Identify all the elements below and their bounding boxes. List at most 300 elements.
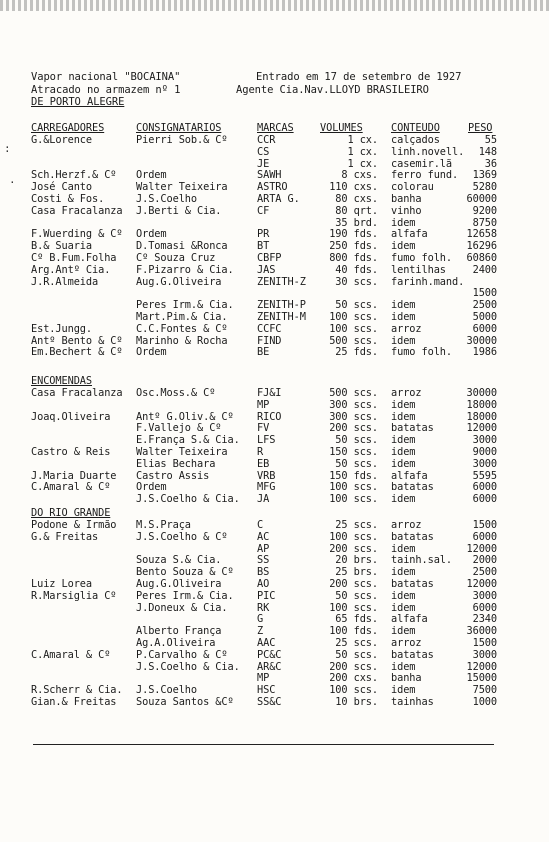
carregador-cell: Casa Fracalanza: [31, 204, 123, 217]
peso-cell: 1000: [472, 696, 497, 708]
conteudo-cell: batatas: [391, 530, 434, 543]
origin-port-title: DE PORTO ALEGRE: [31, 96, 125, 108]
peso-cell: 1369: [472, 169, 497, 182]
consignatario-cell: Walter Teixeira: [136, 446, 228, 458]
volumes-cell: 50 scs.: [335, 589, 378, 602]
consignatario-cell: Peres Irm.& Cia.: [136, 589, 234, 602]
marca-cell: C: [257, 519, 264, 531]
column-header-consignatarios: CONSIGNATARIOS: [136, 122, 222, 134]
volumes-cell: 25 scs.: [335, 637, 378, 649]
peso-cell: 6000: [472, 493, 497, 506]
volumes-cell: 50 scs.: [335, 299, 378, 312]
peso-cell: 2500: [472, 299, 497, 312]
marca-cell: BS: [257, 566, 270, 579]
conteudo-cell: arroz: [391, 322, 422, 335]
consignatario-cell: Osc.Moss.& Cº: [136, 387, 216, 399]
volumes-cell: 50 scs.: [335, 457, 378, 470]
peso-cell: 16296: [466, 240, 497, 253]
peso-cell: 12000: [466, 660, 497, 673]
conteudo-cell: idem: [391, 216, 416, 229]
marca-cell: VRB: [257, 469, 276, 482]
manifest-row: [0, 347, 549, 358]
conteudo-cell: idem: [391, 434, 416, 447]
consignatario-cell: Walter Teixeira: [136, 181, 228, 194]
manifest-row: [0, 194, 549, 205]
volumes-cell: 100 scs.: [329, 493, 378, 506]
volumes-cell: 100 scs.: [329, 311, 378, 323]
peso-cell: 9000: [472, 446, 497, 458]
volumes-cell: 1 cx.: [347, 134, 378, 146]
consignatario-cell: Peres Irm.& Cia.: [136, 299, 234, 312]
consignatario-cell: Castro Assis: [136, 469, 210, 482]
manifest-row: [0, 423, 549, 434]
conteudo-cell: fumo folh.: [391, 252, 452, 264]
column-header-volumes: VOLUMES: [320, 122, 363, 134]
marca-cell: FV: [257, 422, 270, 435]
conteudo-cell: tainh.sal.: [391, 554, 452, 567]
column-headers: [0, 123, 549, 134]
volumes-cell: 25 brs.: [335, 566, 378, 579]
conteudo-cell: idem: [391, 684, 416, 697]
volumes-cell: 1 cx.: [347, 145, 378, 158]
manifest-row: [0, 579, 549, 590]
volumes-cell: 200 scs.: [329, 660, 378, 673]
manifest-row: [0, 614, 549, 625]
manifest-row: [0, 241, 549, 252]
marca-cell: PC&C: [257, 648, 282, 661]
consignatario-cell: Ordem: [136, 346, 167, 359]
marca-cell: JE: [257, 157, 270, 170]
conteudo-cell: idem: [391, 566, 416, 579]
volumes-cell: 25 fds.: [335, 346, 378, 359]
manifest-row: [0, 400, 549, 411]
conteudo-cell: ferro fund.: [391, 169, 459, 182]
marca-cell: AAC: [257, 637, 276, 649]
conteudo-cell: idem: [391, 240, 416, 253]
consignatario-cell: J.S.Coelho & Cia.: [136, 660, 240, 673]
conteudo-cell: idem: [391, 334, 416, 347]
manifest-row: [0, 447, 549, 458]
consignatario-cell: Aug.G.Oliveira: [136, 578, 222, 590]
carregador-cell: Castro & Reis: [31, 446, 111, 458]
volumes-cell: 40 fds.: [335, 263, 378, 276]
marca-cell: AR&C: [257, 660, 282, 673]
peso-cell: 7500: [472, 684, 497, 697]
consignatario-cell: Ordem: [136, 481, 167, 494]
manifest-row: [0, 520, 549, 531]
volumes-cell: 10 brs.: [335, 696, 378, 708]
marca-cell: R: [257, 446, 264, 458]
peso-cell: 9200: [472, 204, 497, 217]
volumes-cell: 100 scs.: [329, 601, 378, 614]
marca-cell: BT: [257, 240, 270, 253]
section-title-encomendas: ENCOMENDAS: [31, 375, 92, 387]
consignatario-cell: Ag.A.Oliveira: [136, 637, 216, 649]
volumes-cell: 100 fds.: [329, 625, 378, 638]
manifest-row: [0, 591, 549, 602]
volumes-cell: 200 scs.: [329, 578, 378, 590]
carregador-cell: Casa Fracalanza: [31, 387, 123, 399]
manifest-row: [0, 435, 549, 446]
conteudo-cell: batatas: [391, 648, 434, 661]
volumes-cell: 200 cxs.: [329, 672, 378, 685]
carregador-cell: Cº B.Fum.Folha: [31, 252, 117, 264]
marca-cell: CBFP: [257, 252, 282, 264]
peso-cell: 1500: [472, 519, 497, 531]
marca-cell: SAWH: [257, 169, 282, 182]
consignatario-cell: Mart.Pim.& Cia.: [136, 311, 228, 323]
volumes-cell: 50 scs.: [335, 434, 378, 447]
marca-cell: JA: [257, 493, 270, 506]
shipping-agent: Agente Cia.Nav.LLOYD BRASILEIRO: [236, 84, 429, 96]
marca-cell: SS: [257, 554, 270, 567]
volumes-cell: 20 brs.: [335, 554, 378, 567]
consignatario-cell: Souza Santos &Cº: [136, 696, 234, 708]
manifest-row: [0, 459, 549, 470]
peso-cell: 1986: [472, 346, 497, 359]
volumes-cell: 150 scs.: [329, 446, 378, 458]
conteudo-cell: arroz: [391, 387, 422, 399]
volumes-cell: 800 fds.: [329, 252, 378, 264]
consignatario-cell: J.S.Coelho: [136, 193, 197, 205]
carregador-cell: G.&Lorence: [31, 134, 92, 146]
peso-cell: 60000: [466, 193, 497, 205]
consignatario-cell: E.França S.& Cia.: [136, 434, 240, 447]
conteudo-cell: colorau: [391, 181, 434, 194]
peso-cell: 8750: [472, 216, 497, 229]
carregador-cell: Sch.Herzf.& Cº: [31, 169, 117, 182]
carregador-cell: J.R.Almeida: [31, 275, 99, 288]
manifest-row: [0, 324, 549, 335]
consignatario-cell: Pierri Sob.& Cº: [136, 134, 228, 146]
conteudo-cell: alfafa: [391, 228, 428, 241]
conteudo-cell: idem: [391, 660, 416, 673]
conteudo-cell: idem: [391, 542, 416, 555]
carregador-cell: Est.Jungg.: [31, 322, 92, 335]
peso-cell: 12000: [466, 578, 497, 590]
peso-cell: 3000: [472, 434, 497, 447]
bottom-rule: [33, 744, 494, 745]
carregador-cell: F.Wuerding & Cº: [31, 228, 123, 241]
marca-cell: ARTA G.: [257, 193, 300, 205]
marca-cell: PIC: [257, 589, 276, 602]
peso-cell: 3000: [472, 589, 497, 602]
marca-cell: AP: [257, 542, 270, 555]
peso-cell: 18000: [466, 398, 497, 411]
marca-cell: HSC: [257, 684, 276, 697]
consignatario-cell: J.S.Coelho & Cº: [136, 530, 228, 543]
peso-cell: 2500: [472, 566, 497, 579]
conteudo-cell: idem: [391, 589, 416, 602]
volumes-cell: 25 scs.: [335, 519, 378, 531]
marca-cell: SS&C: [257, 696, 282, 708]
conteudo-cell: banha: [391, 672, 422, 685]
conteudo-cell: fumo folh.: [391, 346, 452, 359]
carregador-cell: Gian.& Freitas: [31, 696, 117, 708]
consignatario-cell: P.Carvalho & Cº: [136, 648, 228, 661]
peso-cell: 36: [484, 157, 497, 170]
peso-cell: 12000: [466, 422, 497, 435]
conteudo-cell: batatas: [391, 481, 434, 494]
manifest-row: [0, 265, 549, 276]
scan-edge: [0, 0, 549, 11]
peso-cell: 6000: [472, 481, 497, 494]
manifest-row: [0, 650, 549, 661]
marca-cell: MFG: [257, 481, 276, 494]
peso-cell: 1500: [472, 287, 497, 300]
volumes-cell: 200 scs.: [329, 422, 378, 435]
marca-cell: G: [257, 613, 264, 626]
marca-cell: MP: [257, 672, 270, 685]
conteudo-cell: alfafa: [391, 469, 428, 482]
manifest-row: [0, 312, 549, 323]
marca-cell: AO: [257, 578, 270, 590]
carregador-cell: Costi & Fos.: [31, 193, 105, 205]
conteudo-cell: casemir.lã: [391, 157, 452, 170]
consignatario-cell: J.S.Coelho: [136, 684, 197, 697]
conteudo-cell: tainhas: [391, 696, 434, 708]
manifest-row: [0, 277, 549, 288]
volumes-cell: 250 fds.: [329, 240, 378, 253]
peso-cell: 2400: [472, 263, 497, 276]
conteudo-cell: banha: [391, 193, 422, 205]
marca-cell: CCR: [257, 134, 276, 146]
volumes-cell: 500 scs.: [329, 387, 378, 399]
peso-cell: 12000: [466, 542, 497, 555]
consignatario-cell: Ordem: [136, 169, 167, 182]
conteudo-cell: idem: [391, 311, 416, 323]
consignatario-cell: Cº Souza Cruz: [136, 252, 216, 264]
marca-cell: ASTRO: [257, 181, 288, 194]
manifest-row: [0, 253, 549, 264]
warehouse-berth: Atracado no armazem nº 1: [31, 84, 181, 96]
carregador-cell: G.& Freitas: [31, 530, 99, 543]
manifest-row: [0, 638, 549, 649]
peso-cell: 60860: [466, 252, 497, 264]
consignatario-cell: D.Tomasi &Ronca: [136, 240, 228, 253]
volumes-cell: 190 fds.: [329, 228, 378, 241]
marca-cell: BE: [257, 346, 270, 359]
consignatario-cell: F.Pizarro & Cia.: [136, 263, 234, 276]
manifest-row: [0, 182, 549, 193]
conteudo-cell: vinho: [391, 204, 422, 217]
peso-cell: 5000: [472, 311, 497, 323]
consignatario-cell: Aug.G.Oliveira: [136, 275, 222, 288]
marca-cell: LFS: [257, 434, 276, 447]
conteudo-cell: batatas: [391, 422, 434, 435]
consignatario-cell: Marinho & Rocha: [136, 334, 228, 347]
peso-cell: 6000: [472, 322, 497, 335]
conteudo-cell: idem: [391, 493, 416, 506]
manifest-row: [0, 494, 549, 505]
carregador-cell: Arg.Antº Cia.: [31, 263, 111, 276]
marca-cell: FIND: [257, 334, 282, 347]
column-header-peso: PESO: [468, 122, 493, 134]
manifest-row: [0, 135, 549, 146]
manifest-row: [0, 544, 549, 555]
marca-cell: ZENITH-Z: [257, 275, 306, 288]
conteudo-cell: idem: [391, 457, 416, 470]
margin-mark: :: [4, 142, 11, 155]
consignatario-cell: C.C.Fontes & Cº: [136, 322, 228, 335]
manifest-row: [0, 288, 549, 299]
volumes-cell: 500 scs.: [329, 334, 378, 347]
margin-mark: ·: [9, 176, 16, 189]
manifest-row: [0, 336, 549, 347]
manifest-row: [0, 300, 549, 311]
marca-cell: ZENITH-P: [257, 299, 306, 312]
carregador-cell: Antº Bento & Cº: [31, 334, 123, 347]
conteudo-cell: arroz: [391, 519, 422, 531]
peso-cell: 15000: [466, 672, 497, 685]
manifest-row: [0, 685, 549, 696]
conteudo-cell: idem: [391, 299, 416, 312]
marca-cell: CS: [257, 145, 270, 158]
carregador-cell: R.Scherr & Cia.: [31, 684, 123, 697]
marca-cell: CCFC: [257, 322, 282, 335]
manifest-row: [0, 567, 549, 578]
manifest-row: [0, 218, 549, 229]
peso-cell: 30000: [466, 387, 497, 399]
consignatario-cell: J.Berti & Cia.: [136, 204, 222, 217]
peso-cell: 12658: [466, 228, 497, 241]
marca-cell: FJ&I: [257, 387, 282, 399]
consignatario-cell: J.S.Coelho & Cia.: [136, 493, 240, 506]
marca-cell: PR: [257, 228, 270, 241]
conteudo-cell: alfafa: [391, 613, 428, 626]
manifest-row: [0, 532, 549, 543]
manifest-row: [0, 555, 549, 566]
marca-cell: JAS: [257, 263, 276, 276]
volumes-cell: 100 scs.: [329, 322, 378, 335]
marca-cell: EB: [257, 457, 270, 470]
manifest-row: [0, 159, 549, 170]
consignatario-cell: J.Doneux & Cia.: [136, 601, 228, 614]
marca-cell: MP: [257, 398, 270, 411]
manifest-row: [0, 388, 549, 399]
peso-cell: 2340: [472, 613, 497, 626]
peso-cell: 6000: [472, 530, 497, 543]
marca-cell: Z: [257, 625, 264, 638]
conteudo-cell: calçados: [391, 134, 440, 146]
peso-cell: 1500: [472, 637, 497, 649]
conteudo-cell: farinh.mand.: [391, 275, 465, 288]
carregador-cell: José Canto: [31, 181, 92, 194]
conteudo-cell: arroz: [391, 637, 422, 649]
volumes-cell: 110 cxs.: [329, 181, 378, 194]
manifest-row: [0, 412, 549, 423]
manifest-row: [0, 170, 549, 181]
column-header-marcas: MARCAS: [257, 122, 294, 134]
peso-cell: 3000: [472, 457, 497, 470]
manifest-row: [0, 471, 549, 482]
volumes-cell: 50 scs.: [335, 648, 378, 661]
manifest-row: [0, 206, 549, 217]
carregador-cell: Em.Bechert & Cº: [31, 346, 123, 359]
peso-cell: 5280: [472, 181, 497, 194]
peso-cell: 36000: [466, 625, 497, 638]
volumes-cell: 200 scs.: [329, 542, 378, 555]
marca-cell: RK: [257, 601, 270, 614]
peso-cell: 5595: [472, 469, 497, 482]
manifest-row: [0, 626, 549, 637]
volumes-cell: 1 cx.: [347, 157, 378, 170]
consignatario-cell: Ordem: [136, 228, 167, 241]
conteudo-cell: idem: [391, 410, 416, 423]
peso-cell: 18000: [466, 410, 497, 423]
volumes-cell: 30 scs.: [335, 275, 378, 288]
peso-cell: 148: [478, 145, 497, 158]
marca-cell: AC: [257, 530, 270, 543]
volumes-cell: 100 scs.: [329, 684, 378, 697]
conteudo-cell: idem: [391, 601, 416, 614]
manifest-row: [0, 147, 549, 158]
consignatario-cell: Alberto França: [136, 625, 222, 638]
manifest-row: [0, 673, 549, 684]
consignatario-cell: Elias Bechara: [136, 457, 216, 470]
conteudo-cell: idem: [391, 625, 416, 638]
carregador-cell: J.Maria Duarte: [31, 469, 117, 482]
consignatario-cell: Souza S.& Cia.: [136, 554, 222, 567]
consignatario-cell: Antº G.Oliv.& Cº: [136, 410, 234, 423]
volumes-cell: 300 scs.: [329, 398, 378, 411]
section-title-rio-grande: DO RIO GRANDE: [31, 507, 111, 519]
volumes-cell: 100 scs.: [329, 481, 378, 494]
manifest-row: [0, 482, 549, 493]
carregador-cell: B.& Suaria: [31, 240, 92, 253]
peso-cell: 55: [484, 134, 497, 146]
carregador-cell: C.Amaral & Cº: [31, 481, 111, 494]
consignatario-cell: F.Vallejo & Cº: [136, 422, 222, 435]
peso-cell: 2000: [472, 554, 497, 567]
marca-cell: ZENITH-M: [257, 311, 306, 323]
volumes-cell: 65 fds.: [335, 613, 378, 626]
consignatario-cell: M.S.Praça: [136, 519, 191, 531]
carregador-cell: R.Marsiglia Cº: [31, 589, 117, 602]
manifest-row: [0, 229, 549, 240]
conteudo-cell: idem: [391, 446, 416, 458]
volumes-cell: 100 scs.: [329, 530, 378, 543]
carregador-cell: Joaq.Oliveira: [31, 410, 111, 423]
vessel-name: Vapor nacional "BOCAINA": [31, 71, 181, 83]
marca-cell: CF: [257, 204, 270, 217]
conteudo-cell: lentilhas: [391, 263, 446, 276]
volumes-cell: 80 qrt.: [335, 204, 378, 217]
manifest-row: [0, 697, 549, 708]
column-header-conteudo: CONTEUDO: [391, 122, 440, 134]
peso-cell: 6000: [472, 601, 497, 614]
carregador-cell: Luiz Lorea: [31, 578, 92, 590]
marca-cell: RICO: [257, 410, 282, 423]
volumes-cell: 150 fds.: [329, 469, 378, 482]
volumes-cell: 35 brd.: [335, 216, 378, 229]
carregador-cell: C.Amaral & Cº: [31, 648, 111, 661]
volumes-cell: 80 cxs.: [335, 193, 378, 205]
conteudo-cell: idem: [391, 398, 416, 411]
peso-cell: 30000: [466, 334, 497, 347]
volumes-cell: 300 scs.: [329, 410, 378, 423]
arrival-date: Entrado em 17 de setembro de 1927: [256, 71, 462, 83]
column-header-carregadores: CARREGADORES: [31, 122, 105, 134]
volumes-cell: 8 cxs.: [341, 169, 378, 182]
manifest-row: [0, 603, 549, 614]
manifest-row: [0, 662, 549, 673]
conteudo-cell: linh.novell.: [391, 145, 465, 158]
carregador-cell: Podone & Irmão: [31, 519, 117, 531]
conteudo-cell: batatas: [391, 578, 434, 590]
peso-cell: 3000: [472, 648, 497, 661]
consignatario-cell: Bento Souza & Cº: [136, 566, 234, 579]
